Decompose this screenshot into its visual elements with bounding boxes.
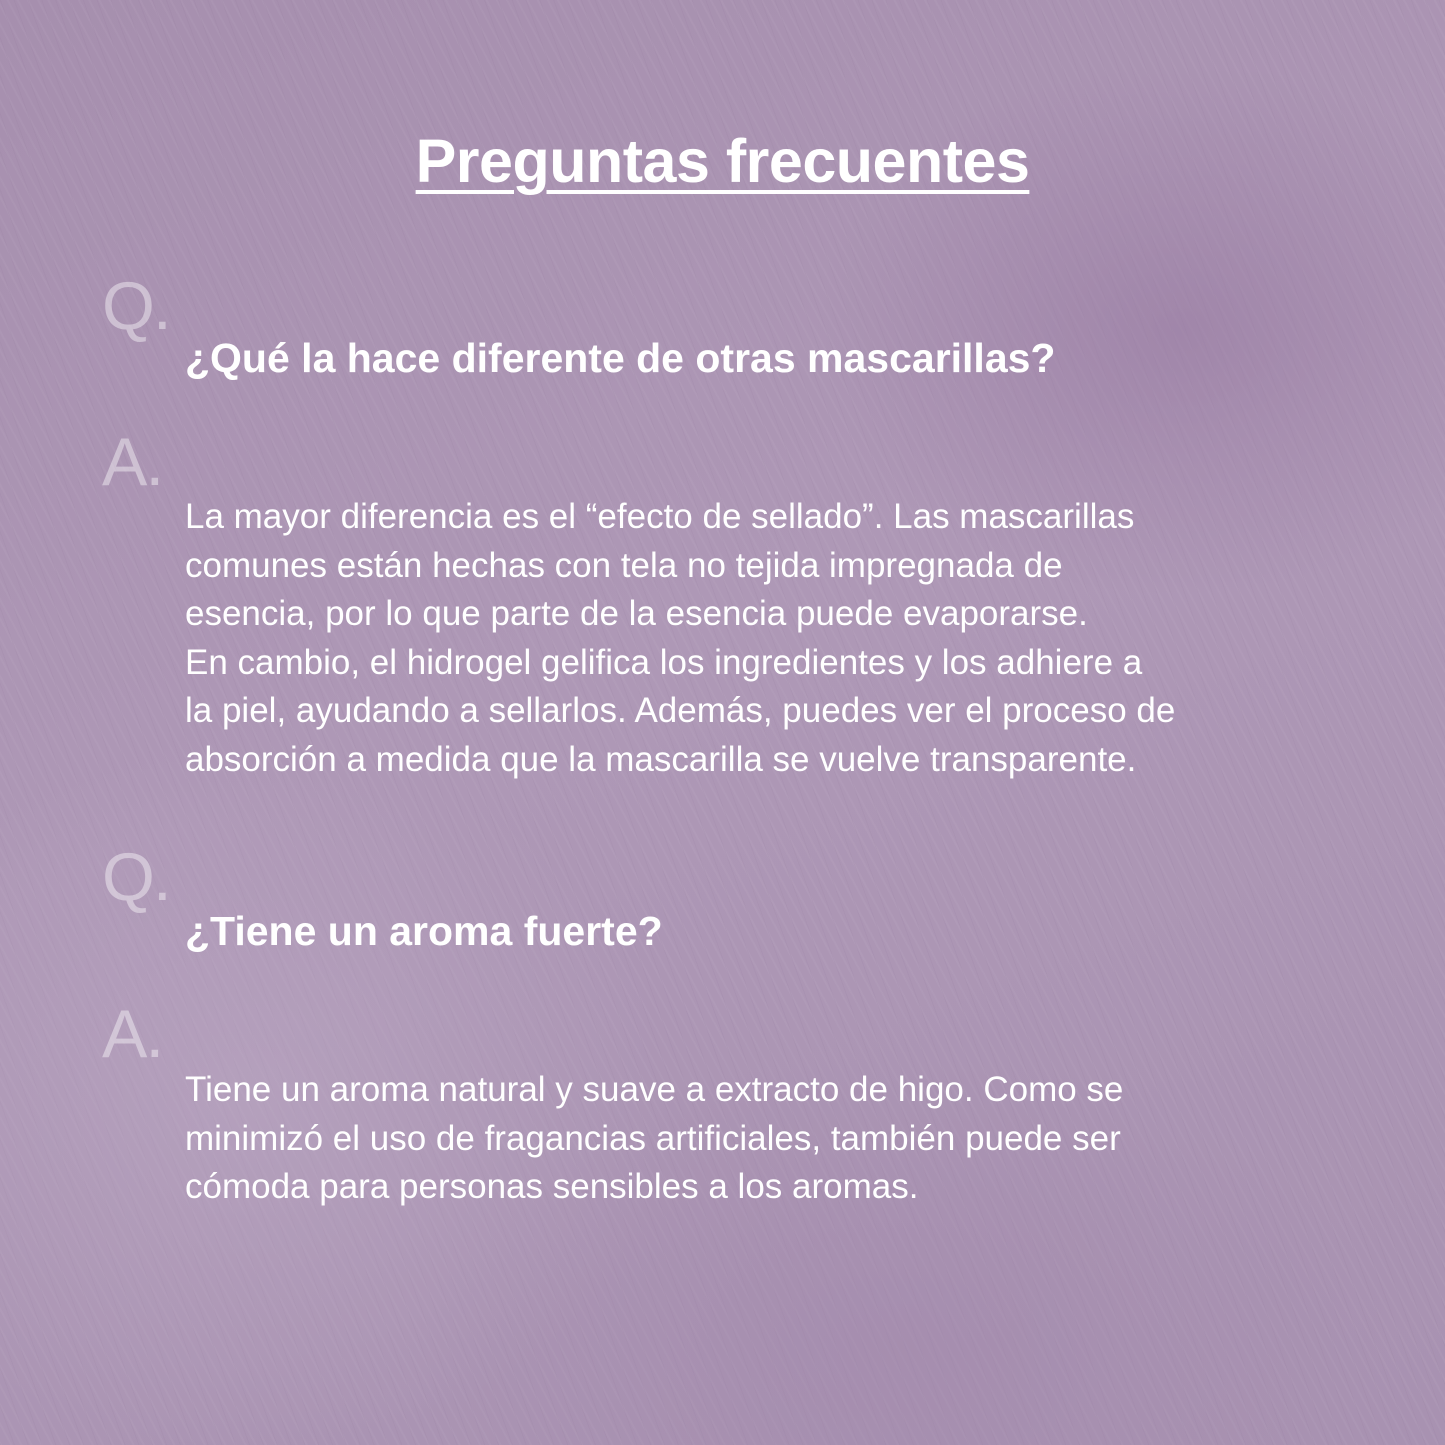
answer-line: minimizó el uso de fragancias artificiales, también puede ser <box>185 1118 1121 1158</box>
q-marker-1: Q. <box>102 268 170 344</box>
a-marker-1: A. <box>102 424 163 500</box>
answer-line: absorción a medida que la mascarilla se vuelve transparente. <box>185 739 1137 779</box>
answer-line: la piel, ayudando a sellarlos. Además, puedes ver el proceso de <box>185 691 1176 730</box>
answer-line: En cambio, el hidrogel gelifica los ingredientes y los adhiere a <box>185 642 1143 682</box>
faq-answer-2 <box>185 1066 1385 1212</box>
page-title: Preguntas frecuentes <box>415 127 1030 195</box>
faq-question-2: ¿Tiene un aroma fuerte? <box>185 908 663 954</box>
answer-line: Tiene un aroma natural y suave a extracto de higo. Como se <box>185 1070 1124 1109</box>
a-marker-2: A. <box>102 996 163 1072</box>
answer-line: esencia, por lo que parte de la esencia puede evaporarse. <box>185 594 1088 633</box>
q-marker-2: Q. <box>102 839 170 915</box>
faq-answer-1 <box>185 493 1385 784</box>
answer-line: comunes están hechas con tela no tejida impregnada de <box>185 545 1063 585</box>
answer-line: La mayor diferencia es el “efecto de sellado”. Las mascarillas <box>185 497 1135 536</box>
faq-question-1: ¿Qué la hace diferente de otras mascarillas? <box>185 335 1056 381</box>
answer-line: cómoda para personas sensibles a los aromas. <box>185 1167 919 1206</box>
